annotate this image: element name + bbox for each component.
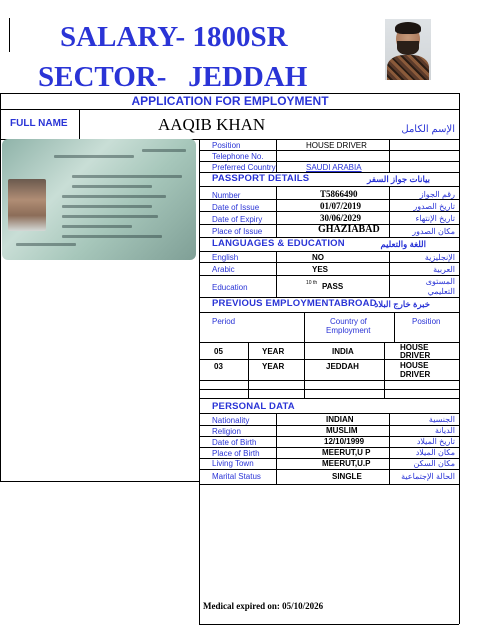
- prev-row-2-position-2: DRIVER: [400, 370, 431, 379]
- living-town-value: MEERUT,U.P: [322, 459, 371, 468]
- expiry-date-label: Date of Expiry: [212, 215, 263, 224]
- marital-status-label: Marital Status: [212, 472, 261, 481]
- place-of-birth-value: MEERUT,U P: [322, 448, 371, 457]
- arabic-value: YES: [312, 265, 329, 274]
- period-column-header: Period: [212, 317, 236, 326]
- living-town-label: Living Town: [212, 459, 254, 468]
- religion-label: Religion: [212, 427, 241, 436]
- english-label-ar: الإنجليزية: [424, 253, 455, 262]
- place-of-birth-label-ar: مكان الميلاد: [415, 448, 455, 457]
- expiry-date-value: 30/06/2029: [320, 213, 362, 223]
- preferred-country-label: Preferred Country: [212, 163, 276, 172]
- country-column-header-2: Employment: [326, 326, 371, 335]
- passport-number-label: Number: [212, 191, 241, 200]
- prev-row-1-position-2: DRIVER: [400, 351, 431, 360]
- place-of-issue-label-ar: مكان الصدور: [412, 227, 455, 236]
- preferred-country-value: SAUDI ARABIA: [306, 163, 362, 172]
- applicant-photo: [385, 19, 431, 80]
- prev-row-2-years: 03: [214, 362, 223, 371]
- previous-employment-title: PREVIOUS EMPLOYMENTABROAD: [212, 298, 377, 309]
- title-bottom-rule: [0, 109, 460, 110]
- id-card-image: [2, 139, 196, 260]
- issue-date-value: 01/07/2019: [320, 201, 362, 211]
- previous-employment-title-ar: خبرة خارج البلاد: [374, 299, 430, 309]
- salary-heading: SALARY- 1800SR: [60, 21, 288, 53]
- nationality-label-ar: الجنسية: [428, 415, 455, 424]
- form-title: APPLICATION FOR EMPLOYMENT: [131, 94, 329, 108]
- religion-label-ar: الديانة: [434, 426, 455, 435]
- arabic-label-ar: العربية: [433, 265, 455, 274]
- telephone-label: Telephone No.: [212, 152, 264, 161]
- english-label: English: [212, 253, 239, 262]
- position-label: Position: [212, 141, 241, 150]
- left-edge-mark: [9, 18, 10, 52]
- position-value: HOUSE DRIVER: [306, 141, 367, 150]
- passport-number-value: T5866490: [320, 189, 358, 199]
- place-of-issue-value: GHAZIABAD: [318, 224, 380, 235]
- marital-status-value: SINGLE: [332, 472, 362, 481]
- issue-date-label: Date of Issue: [212, 203, 260, 212]
- sector-heading: SECTOR- JEDDAH: [38, 61, 308, 93]
- english-value: NO: [312, 253, 324, 262]
- prev-row-1-unit: YEAR: [262, 347, 285, 356]
- prev-row-1-country: INDIA: [332, 347, 354, 356]
- passport-section-title: PASSPORT DETAILS: [212, 173, 310, 184]
- prev-row-1-years: 05: [214, 347, 223, 356]
- passport-section-title-ar: بيانات جواز السفر: [367, 174, 430, 184]
- languages-section-title-ar: اللغة والتعليم: [380, 239, 426, 249]
- date-of-birth-label: Date of Birth: [212, 438, 257, 447]
- arabic-label: Arabic: [212, 265, 235, 274]
- medical-expiry-note: Medical expired on: 05/10/2026: [203, 601, 324, 611]
- education-grade-sup: 10 th: [306, 280, 318, 286]
- languages-section-title: LANGUAGES & EDUCATION: [212, 238, 345, 249]
- date-of-birth-value: 12/10/1999: [324, 437, 365, 446]
- prev-row-2-unit: YEAR: [262, 362, 285, 371]
- nationality-label: Nationality: [212, 416, 250, 425]
- marital-status-label-ar: الحالة الإجتماعية: [401, 472, 455, 481]
- full-name-label: FULL NAME: [10, 118, 68, 129]
- education-label: Education: [212, 283, 248, 292]
- passport-number-label-ar: رقم الجواز: [419, 190, 455, 199]
- education-label-ar-1: المستوى: [425, 277, 455, 286]
- place-of-issue-label: Place of Issue: [212, 227, 263, 236]
- prev-row-1-position-1: HOUSE: [400, 343, 429, 352]
- place-of-birth-label: Place of Birth: [212, 449, 260, 458]
- religion-value: MUSLIM: [326, 426, 358, 435]
- education-value: PASS: [322, 282, 344, 291]
- issue-date-label-ar: تاريخ الصدور: [413, 202, 455, 211]
- position-column-header: Position: [412, 317, 441, 326]
- full-name-label-ar: الإسم الكامل: [401, 124, 455, 135]
- country-column-header-1: Country of: [330, 317, 367, 326]
- prev-row-2-country: JEDDAH: [326, 362, 359, 371]
- date-of-birth-label-ar: تاريخ الميلاد: [416, 437, 455, 446]
- full-name-value: AAQIB KHAN: [158, 115, 266, 134]
- expiry-date-label-ar: تاريخ الإنتهاء: [415, 214, 455, 223]
- nationality-value: INDIAN: [326, 415, 354, 424]
- personal-data-title: PERSONAL DATA: [212, 401, 295, 412]
- education-label-ar-2: التعليمي: [427, 287, 455, 296]
- living-town-label-ar: مكان السكن: [413, 459, 455, 468]
- prev-row-2-position-1: HOUSE: [400, 361, 429, 370]
